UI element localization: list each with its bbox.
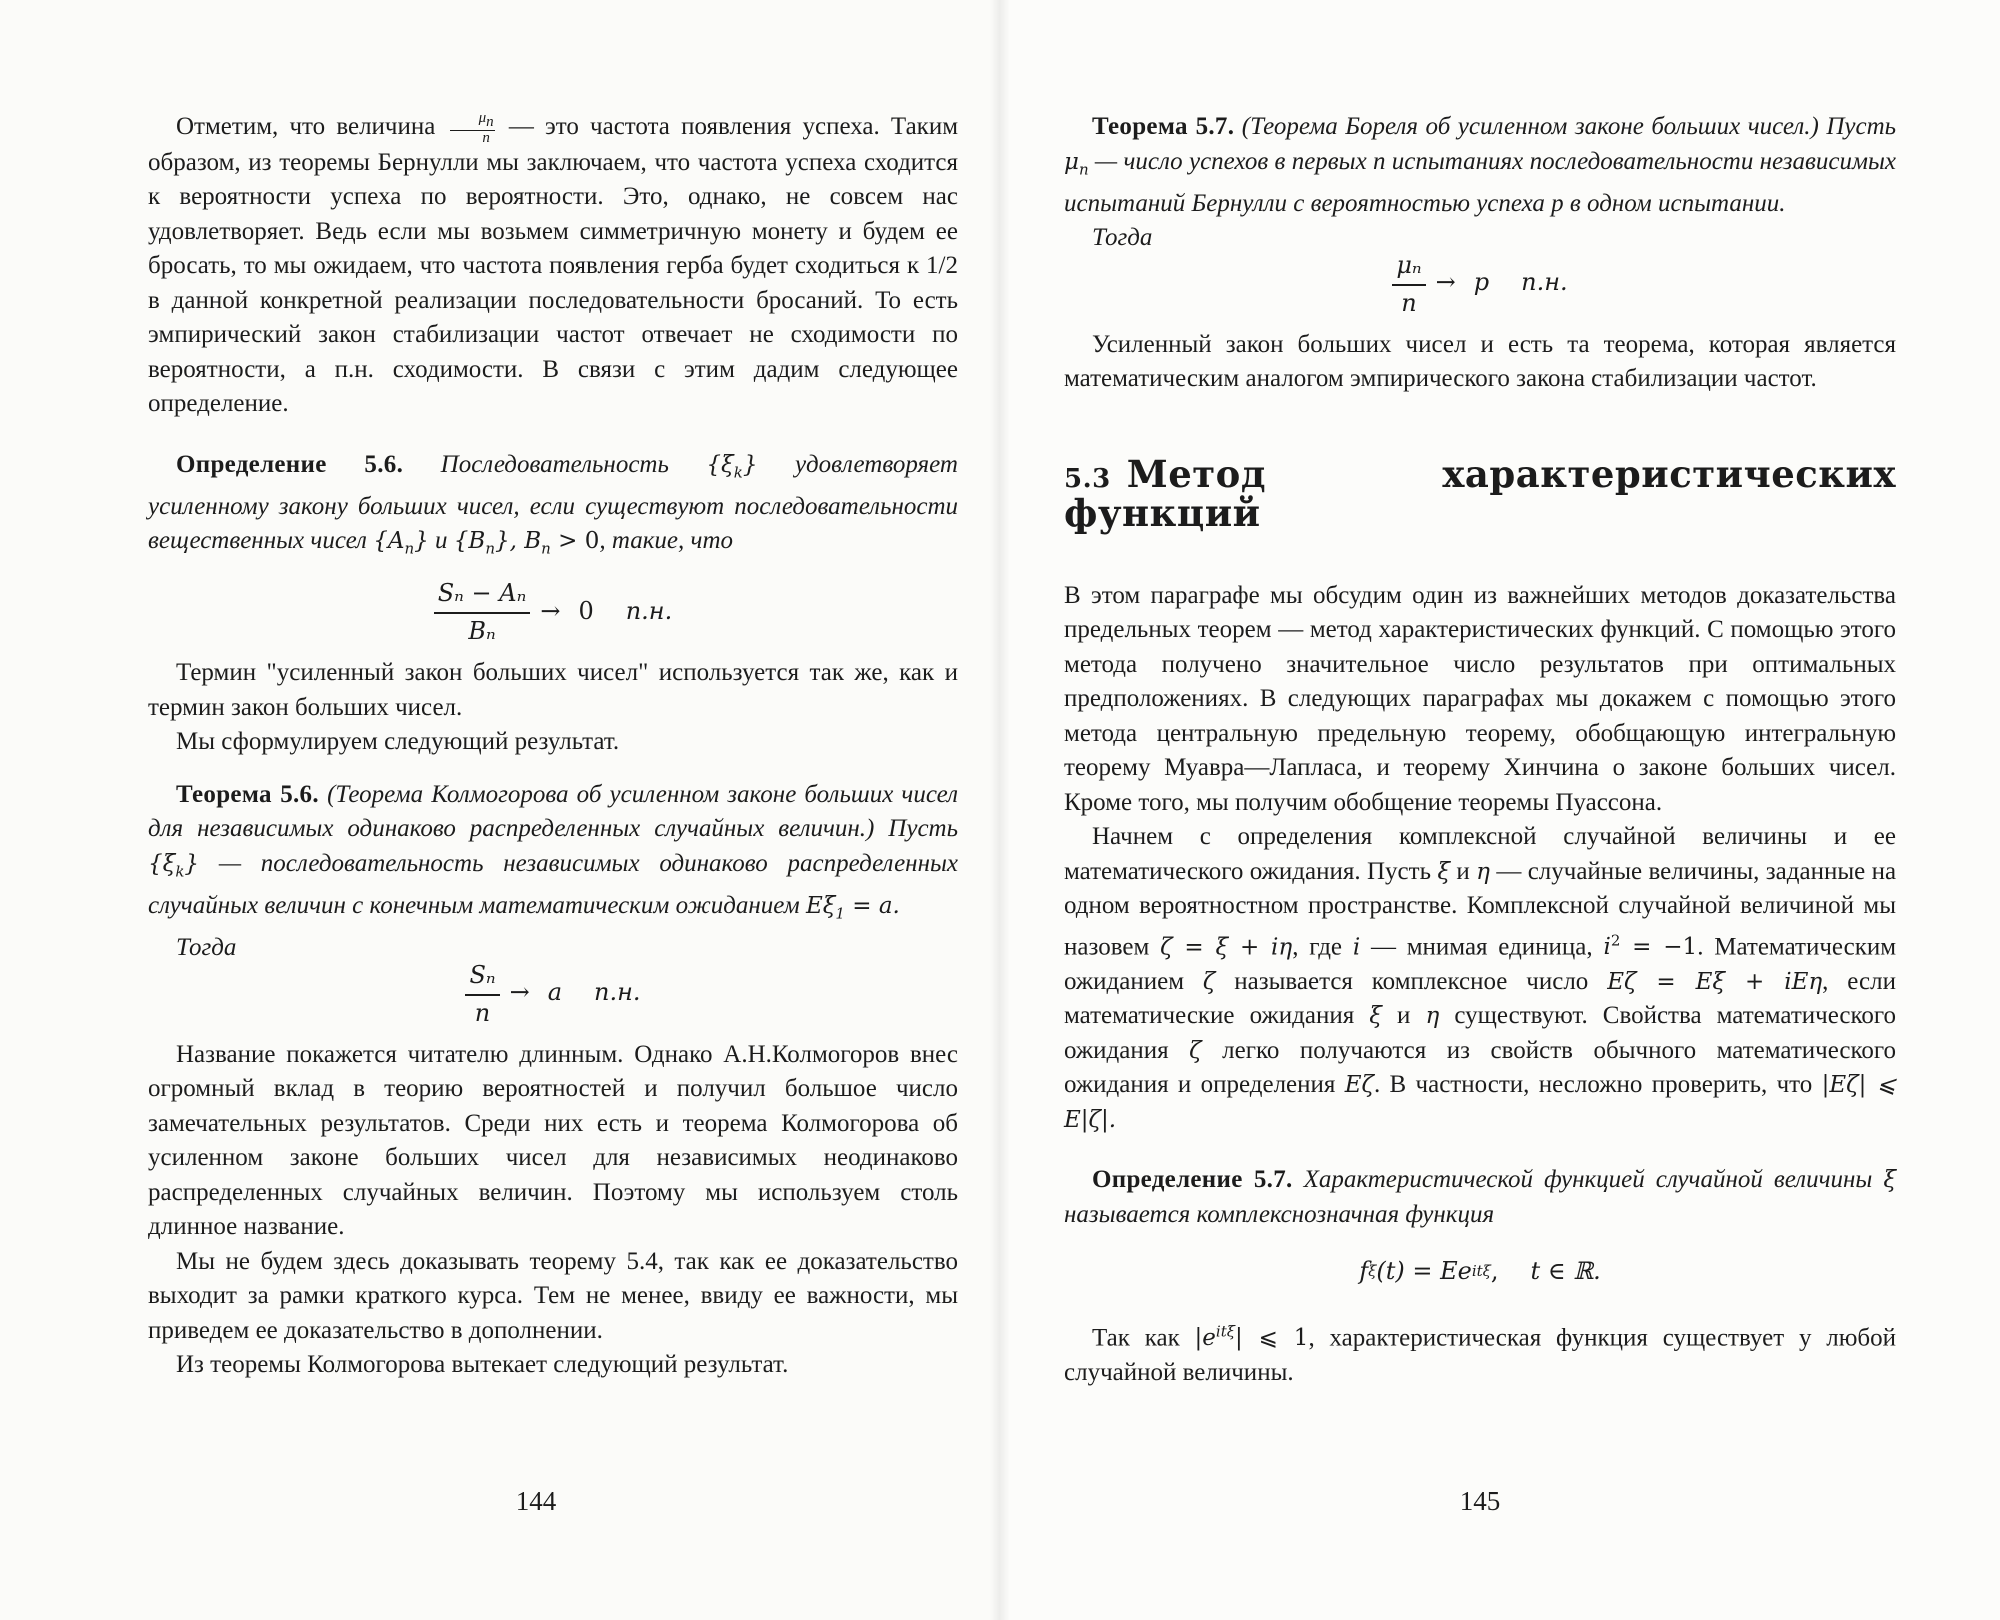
paragraph: Из теоремы Колмогорова вытекает следующий результат. <box>176 1351 789 1379</box>
paragraph: Начнем с определения комплексной случайной величины и ее математического ожидания. Пусть ξ и η — случайные величины, заданные на одном вероятностном пространстве. Комплексной случайной величиной мы назовем ζ = ξ + iη, где i — мнимая единица, $i^2 = -1$. Математическим ожиданием ζ называется комплексное число Eζ = Eξ + iEη, если математические ожидания ξ и η существуют. Свойства математического ожидания ζ легко получаются из свойств обычного математического ожидания и определения Eζ. В частности, несложно проверить, что |Eζ| ⩽ E|ζ|. <box>1064 823 1897 1133</box>
definition-5-6: Определение 5.6. Последовательность $\{\xi_k\}$ удовлетворяет усиленному закону больших чисел, если существуют последовательности вещественных чисел $\{A_n\}$ и $\{B_n\}$, $B_n > 0$, такие, что <box>148 450 958 558</box>
paragraph: Так как $|e^{it\xi}|$ ⩽ 1, характеристическая функция существует у любой случайной величины. <box>1064 1322 1897 1386</box>
paragraph: Мы сформулируем следующий результат. <box>176 728 620 756</box>
formula-def-5-7: f ξ (t) = Ee itξ , t ∈ ℝ. <box>1359 1257 1601 1286</box>
definition-5-7: Определение 5.7. Характеристической функцией случайной величины ξ называется комплекснозначная функция <box>1064 1166 1897 1228</box>
paragraph: В этом параграфе мы обсудим один из важнейших методов доказательства предельных теорем — метод характеристических функций. С помощью этого метода получено значительное число результатов при оптимальных предположениях. В следующих параграфах мы докажем с помощью этого метода центральную предельную теорему, обобщающую интегральную теорему Муавра—Лапласа, и теорему Хинчина о законе больших чисел. Кроме того, мы получим обобщение теоремы Пуассона. <box>1064 581 1896 816</box>
formula-def-5-6: $\frac{\text{Sₙ − Aₙ}}{\text{Bₙ}}$ → 0 п.н. <box>148 576 958 646</box>
theorem-5-7: Теорема 5.7. (Теорема Бореля об усиленном законе больших чисел.) Пусть $\mu_n$ — число успехов в первых n испытаниях последовательности независимых испытаний Бернулли с вероятностью успеха p в одном испытании. <box>1064 113 1897 217</box>
inline-fraction: $\frac{\mu_n}{n}$ <box>450 111 495 146</box>
section-heading <box>1064 451 1896 536</box>
formula-thm-5-6: $\frac{\text{Sₙ}}{n}$ → a п.н. <box>148 958 958 1028</box>
page-number: 145 <box>1459 1486 1501 1516</box>
definition-label: Определение 5.7. <box>1092 1166 1293 1194</box>
section-title: Метод характеристических функций <box>1064 451 1896 536</box>
theorem-then: Тогда <box>1092 224 1153 252</box>
paragraph: Название покажется читателю длинным. Однако А.Н.Колмогоров внес огромный вклад в теорию вероятностей и получил большое число замечательных результатов. Среди них есть и теорема Колмогорова об усиленном законе больших чисел для независимых неодинаково распределенных случайных величин. Поэтому мы используем столь длинное название. <box>148 1040 958 1241</box>
theorem-label: Теорема 5.6. <box>176 780 319 808</box>
formula-thm-5-7: $\frac{\text{μₙ}}{n}$ → p п.н. <box>1064 248 1896 318</box>
section-number: 5.3 <box>1064 463 1111 494</box>
paragraph: Термин "усиленный закон больших чисел" используется так же, как и термин закон больших чисел. <box>148 659 958 721</box>
theorem-then: Тогда <box>176 934 237 962</box>
left-page-text <box>148 110 958 1383</box>
paragraph: Мы не будем здесь доказывать теорему 5.4, так как ее доказательство выходит за рамки краткого курса. Тем не менее, ввиду ее важности, мы приведем ее доказательство в дополнении. <box>148 1247 958 1344</box>
paragraph: Усиленный закон больших чисел и есть та теорема, которая является математическим аналогом эмпирического закона стабилизации частот. <box>1064 330 1896 393</box>
theorem-5-6: Теорема 5.6. (Теорема Колмогорова об усиленном законе больших чисел для независимых одинаково распределенных случайных величин.) Пусть $\{\xi_k\}$ — последовательность независимых одинаково распределенных случайных величин с конечным математическим ожиданием $E\xi_1 = a$. <box>148 780 959 923</box>
right-page-text <box>1064 110 1896 1390</box>
theorem-label: Теорема 5.7. <box>1092 113 1235 140</box>
definition-label: Определение 5.6. <box>176 450 404 478</box>
paragraph: Отметим, что величина $\frac{\mu_n}{n}$ — это частота появления успеха. Таким образом, из теоремы Бернулли мы заключаем, что частота успеха сходится к вероятности успеха по вероятности. Это, однако, не совсем нас удовлетворяет. Ведь если мы возьмем симметричную монету и будем ее бросать, то мы ожидаем, что частота появления герба будет сходиться к 1/2 в данной конкретной реализации последовательности бросаний. То есть эмпирический закон стабилизации частот отвечает не сходимости по вероятности, а п.н. сходимости. В связи с этим дадим следующее определение. <box>148 109 959 418</box>
book-gutter <box>990 0 1010 1620</box>
page-number: 144 <box>515 1486 557 1516</box>
